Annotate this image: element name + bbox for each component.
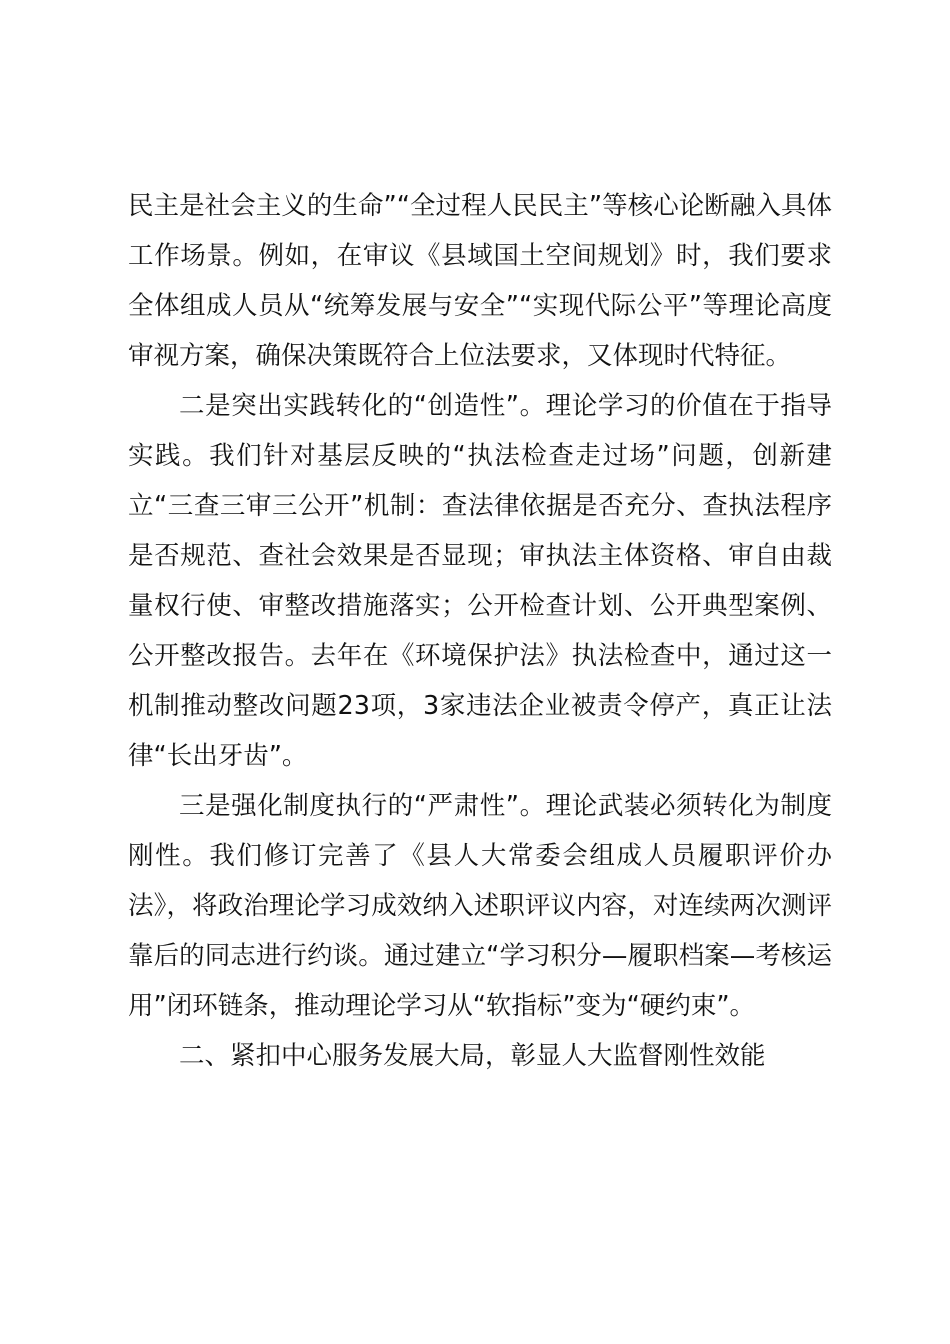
section-heading: 二、紧扣中心服务发展大局，彰显人大监督刚性效能 [179, 1041, 766, 1071]
paragraph-system-execution: 三是强化制度执行的“严肃性”。理论武装必须转化为制度刚性。我们修订完善了《县人大常委会组成人员履职评价办法》，将政治理论学习成效纳入述职评议内容，对连续两次测评靠后的同志进行约谈。通过建立“学习积分—履职档案—考核运用”闭环链条，推动理论学习从“软指标”变为“硬约束”。 [128, 791, 832, 1021]
document-body [128, 181, 832, 1081]
paragraph-practice-transformation: 二是突出实践转化的“创造性”。理论学习的价值在于指导实践。我们针对基层反映的“执法检查走过场”问题，创新建立“三查三审三公开”机制：查法律依据是否充分、查执法程序是否规范、查社会效果是否显现；审执法主体资格、审自由裁量权行使、审整改措施落实；公开检查计划、公开典型案例、公开整改报告。去年在《环境保护法》执法检查中，通过这一机制推动整改问题23项，3家违法企业被责令停产，真正让法律“长出牙齿”。 [128, 391, 832, 771]
paragraph-continuation: 民主是社会主义的生命”“全过程人民民主”等核心论断融入具体工作场景。例如，在审议《县域国土空间规划》时，我们要求全体组成人员从“统筹发展与安全”“实现代际公平”等理论高度审视方案，确保决策既符合上位法要求，又体现时代特征。 [128, 191, 832, 371]
